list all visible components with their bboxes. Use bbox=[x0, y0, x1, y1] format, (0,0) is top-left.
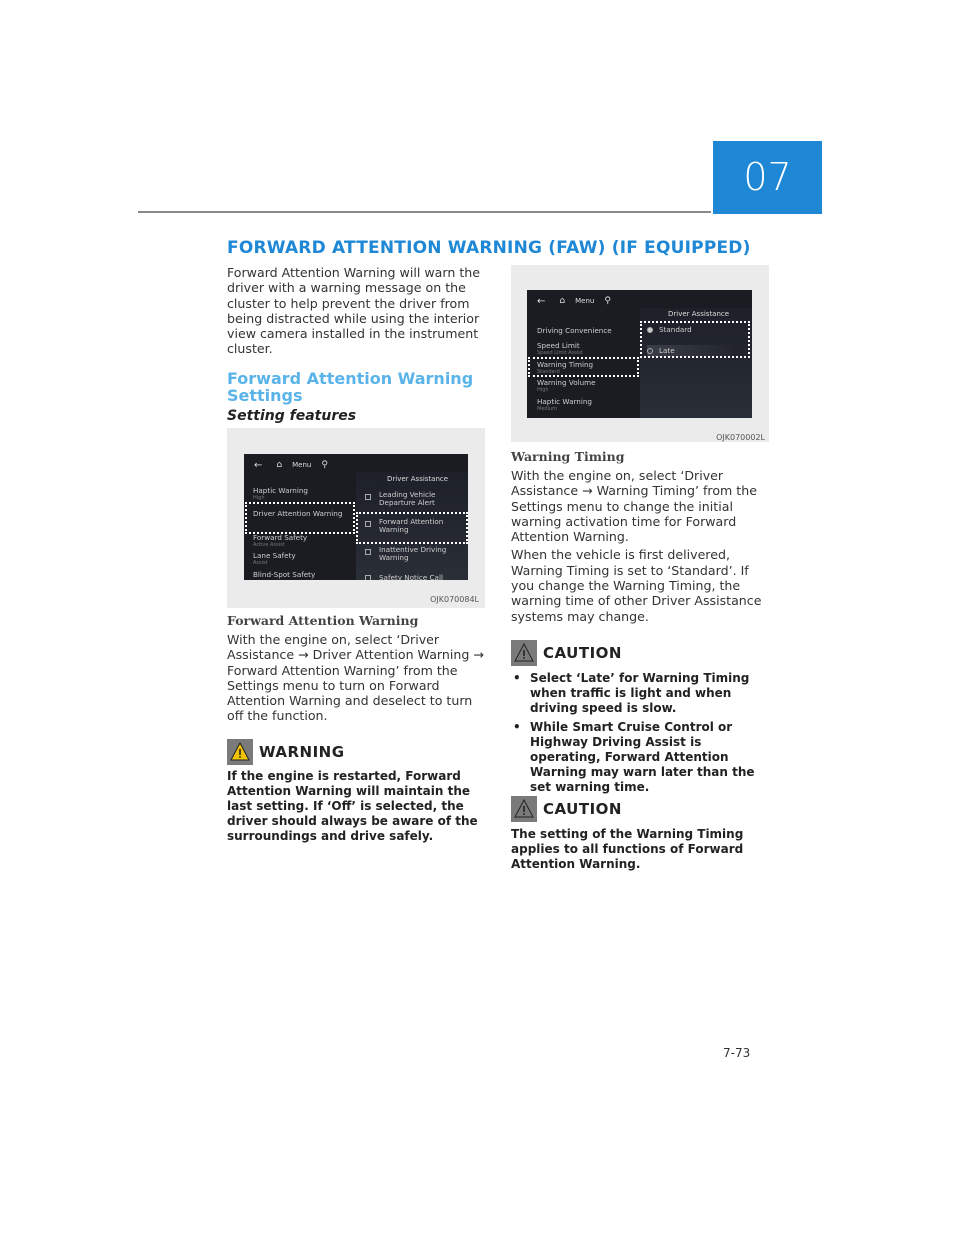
intro-text: Forward Attention Warning will warn the driver with a warning message on the cluster to help prevent the driver from being distracted while using the interior view camera installed in the instrument cluster. bbox=[227, 265, 480, 357]
panel-header: Driver Assistance bbox=[668, 310, 730, 318]
timing-title: Warning Timing bbox=[511, 449, 625, 464]
option-inattentive-driving[interactable]: Inattentive Driving Warning bbox=[365, 546, 455, 562]
page-number: 7-73 bbox=[723, 1046, 751, 1060]
home-icon[interactable]: ⌂ bbox=[559, 296, 566, 306]
caution-body: The setting of the Warning Timing applies to all functions of Forward Attention Warning. bbox=[511, 827, 744, 871]
timing-section bbox=[511, 449, 769, 624]
warning-notice bbox=[227, 739, 485, 844]
caution-title: CAUTION bbox=[543, 644, 622, 662]
faw-section bbox=[227, 613, 485, 724]
search-icon[interactable]: ⚲ bbox=[604, 296, 611, 306]
menu-item-blind-spot[interactable]: Blind-Spot Safety bbox=[253, 570, 316, 579]
caution-triangle-icon bbox=[511, 796, 537, 822]
caution-notice-1 bbox=[511, 640, 769, 795]
menu-item-forward-safety[interactable]: Forward Safety Active Assist bbox=[253, 533, 308, 548]
menu-item-warning-volume[interactable]: Warning Volume High bbox=[537, 378, 596, 393]
highlight-box bbox=[356, 512, 468, 544]
back-arrow-icon[interactable]: ← bbox=[254, 459, 263, 471]
caution-notice-2 bbox=[511, 796, 769, 872]
menu-item-haptic[interactable]: Haptic Warning High bbox=[253, 486, 308, 501]
settings-screen-1 bbox=[244, 454, 468, 580]
timing-body-2: When the vehicle is first delivered, Warning Timing is set to ‘Standard’. If you change the Warning Timing, the warning time of other Driver Assistance systems may change. bbox=[511, 547, 762, 624]
settings-screen-2 bbox=[527, 290, 752, 418]
menu-item-warning-timing[interactable]: Warning Timing Standard bbox=[537, 360, 594, 375]
search-icon[interactable]: ⚲ bbox=[321, 460, 328, 470]
panel-header: Driver Assistance bbox=[387, 475, 449, 483]
settings-heading-line2: Settings bbox=[227, 386, 303, 405]
warning-triangle-icon bbox=[227, 739, 253, 765]
setting-features-heading: Setting features bbox=[227, 408, 357, 424]
highlight-box bbox=[640, 321, 750, 358]
menu-item-speed-limit[interactable]: Speed Limit Speed Limit Assist bbox=[537, 341, 583, 356]
warning-title: WARNING bbox=[259, 743, 345, 761]
figure-1 bbox=[227, 428, 485, 608]
highlight-box bbox=[528, 357, 639, 377]
caution-bullet: • While Smart Cruise Control or Highway Driving Assist is operating, Forward Attention Warning may warn later than the set warning time. bbox=[513, 720, 755, 794]
caution-bullet: • Select ‘Late’ for Warning Timing when traffic is light and when driving speed is slow. bbox=[513, 671, 750, 715]
figure-code: OJK070084L bbox=[430, 595, 479, 604]
menu-item-driver-attention[interactable]: Driver Attention Warning bbox=[253, 509, 343, 518]
option-late[interactable]: Late bbox=[647, 345, 743, 357]
caution-title: CAUTION bbox=[543, 800, 622, 818]
warning-body: If the engine is restarted, Forward Attention Warning will maintain the last setting. If ‘Off’ is selected, the driver should always be aware of the surroundings and drive safely. bbox=[227, 769, 478, 843]
left-column bbox=[227, 265, 485, 357]
timing-body-1: With the engine on, select ‘Driver Assistance → Warning Timing’ from the Settings menu to change the initial warning activation time for Forward Attention Warning. bbox=[511, 468, 757, 545]
option-standard[interactable]: Standard bbox=[647, 326, 692, 334]
section-title: FORWARD ATTENTION WARNING (FAW) (IF EQUIPPED) bbox=[227, 238, 751, 258]
faw-body: With the engine on, select ‘Driver Assistance → Driver Attention Warning → Forward Attention Warning’ from the Settings menu to turn on Forward Attention Warning and deselect to turn off the function. bbox=[227, 632, 484, 724]
menu-item-lane-safety[interactable]: Lane Safety Assist bbox=[253, 551, 296, 566]
highlight-box bbox=[245, 502, 355, 534]
header-rule bbox=[138, 211, 711, 213]
menu-label[interactable]: Menu bbox=[575, 297, 595, 305]
figure-2 bbox=[511, 265, 769, 442]
option-safety-notice[interactable]: Safety Notice Call bbox=[365, 574, 465, 580]
option-leading-vehicle[interactable]: Leading Vehicle Departure Alert bbox=[365, 491, 455, 507]
faw-title: Forward Attention Warning bbox=[227, 613, 419, 628]
menu-item-haptic-warning[interactable]: Haptic Warning Medium bbox=[537, 397, 592, 412]
menu-label[interactable]: Menu bbox=[292, 461, 312, 469]
checkbox-icon[interactable] bbox=[365, 575, 371, 580]
caution-triangle-icon bbox=[511, 640, 537, 666]
caution-bullets bbox=[511, 671, 769, 795]
checkbox-icon[interactable] bbox=[365, 549, 371, 555]
settings-heading bbox=[227, 370, 485, 424]
checkbox-icon[interactable] bbox=[365, 494, 371, 500]
chapter-tab: 07 bbox=[713, 141, 822, 214]
home-icon[interactable]: ⌂ bbox=[276, 460, 283, 470]
figure-code: OJK070002L bbox=[716, 433, 765, 442]
menu-item-driving-convenience[interactable]: Driving Convenience bbox=[537, 326, 612, 335]
option-forward-attention[interactable]: Forward Attention Warning bbox=[365, 518, 455, 534]
settings-heading-line1: Forward Attention Warning bbox=[227, 369, 474, 388]
back-arrow-icon[interactable]: ← bbox=[537, 295, 546, 307]
